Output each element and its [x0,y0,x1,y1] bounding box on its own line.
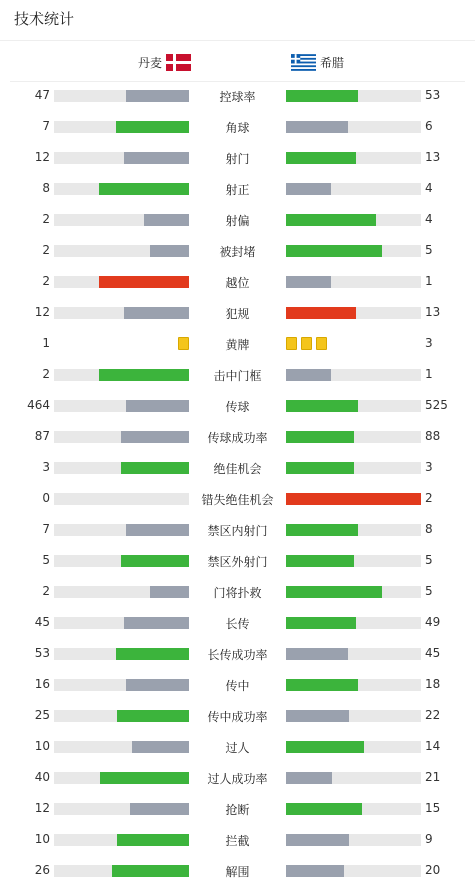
stat-row [0,81,475,112]
home-stat-value: 10 [34,739,50,753]
home-stat-bar-fill [121,555,189,567]
away-stat-bar [286,803,421,815]
away-stat-bar [286,679,421,691]
home-stat-bar [54,803,189,815]
stat-row [0,484,475,515]
home-stat-value: 12 [34,305,50,319]
stat-label: 传中 [225,679,250,693]
away-stat-bar-fill [286,369,331,381]
away-stat-bar-fill [286,152,356,164]
away-stat-bar-fill [286,400,358,412]
stat-label: 犯规 [225,307,250,321]
home-stat-value: 25 [34,708,50,722]
home-stat-bar [54,865,189,877]
away-stat-bar-fill [286,834,349,846]
home-stat-bar-fill [112,865,189,877]
yellow-card-icon [316,337,327,350]
away-stat-bar [286,617,421,629]
home-stat-value: 0 [42,491,50,505]
stat-label: 击中门框 [213,369,262,383]
away-stat-value: 20 [425,863,441,877]
stat-row [0,205,475,236]
home-stat-bar [54,834,189,846]
stat-row [0,298,475,329]
away-stat-value: 3 [425,336,433,350]
stat-label: 门将扑救 [213,586,262,600]
home-stat-bar-fill [124,617,189,629]
home-stat-bar-fill [132,741,189,753]
away-stat-bar-fill [286,772,332,784]
away-stat-value: 2 [425,491,433,505]
home-stat-value: 40 [34,770,50,784]
stat-label: 被封堵 [219,245,256,259]
stat-row [0,856,475,887]
away-stat-bar [286,586,421,598]
away-stat-value: 45 [425,646,441,660]
greece-flag-icon [291,54,316,71]
home-stat-bar-fill [121,431,189,443]
away-stat-value: 13 [425,305,441,319]
away-stat-bar-fill [286,462,354,474]
stat-label: 过人 [225,741,250,755]
home-stat-bar [54,307,189,319]
home-stat-bar-fill [100,772,189,784]
home-stat-value: 464 [27,398,50,412]
yellow-card-icon [286,337,297,350]
home-stat-bar-fill [117,710,189,722]
away-stat-bar [286,865,421,877]
away-stat-value: 4 [425,181,433,195]
away-stat-value: 3 [425,460,433,474]
divider [0,40,475,41]
away-stat-bar-fill [286,493,421,505]
stat-row [0,577,475,608]
away-stat-bar-fill [286,307,356,319]
home-stat-bar [54,121,189,133]
away-stat-bar-fill [286,710,349,722]
away-stat-bar-fill [286,679,358,691]
stat-row [0,794,475,825]
home-stat-bar [54,493,189,505]
away-stat-bar [286,90,421,102]
away-stat-value: 13 [425,150,441,164]
away-stat-bar-fill [286,183,331,195]
stat-label: 越位 [225,276,250,290]
away-stat-value: 53 [425,88,441,102]
home-stat-bar [54,90,189,102]
away-stat-value: 21 [425,770,441,784]
away-stat-bar-fill [286,617,356,629]
away-team-header [291,52,344,72]
away-stat-value: 15 [425,801,441,815]
home-stat-bar [54,276,189,288]
stat-row [0,825,475,856]
away-stat-bar-fill [286,865,344,877]
home-stat-value: 12 [34,801,50,815]
away-stat-bar-fill [286,555,354,567]
away-stat-bar [286,741,421,753]
home-stat-bar-fill [117,834,189,846]
away-stat-value: 9 [425,832,433,846]
home-stat-bar [54,214,189,226]
away-stat-bar [286,710,421,722]
away-stat-value: 525 [425,398,448,412]
home-stat-bar [54,369,189,381]
stat-label: 黄牌 [225,338,250,352]
home-stat-bar [54,152,189,164]
away-yellow-cards [286,337,421,350]
stat-label: 绝佳机会 [213,462,262,476]
away-stat-bar-fill [286,90,358,102]
away-stat-value: 5 [425,584,433,598]
home-stat-bar-fill [121,462,189,474]
home-stat-value: 2 [42,274,50,288]
home-stat-bar-fill [126,400,189,412]
stat-label: 过人成功率 [207,772,268,786]
home-stat-value: 7 [42,119,50,133]
home-stat-bar [54,400,189,412]
away-stat-value: 1 [425,367,433,381]
stat-row [0,267,475,298]
home-stat-bar-fill [150,245,189,257]
away-stat-value: 4 [425,212,433,226]
stat-label: 射正 [225,183,250,197]
away-stat-value: 5 [425,553,433,567]
away-stat-bar [286,152,421,164]
home-stat-bar-fill [144,214,189,226]
home-stat-value: 10 [34,832,50,846]
home-stat-bar-fill [99,369,189,381]
stat-row [0,112,475,143]
away-stat-bar [286,307,421,319]
away-stat-value: 1 [425,274,433,288]
away-stat-value: 6 [425,119,433,133]
away-stat-bar [286,493,421,505]
away-stat-value: 14 [425,739,441,753]
away-stat-bar-fill [286,245,382,257]
home-stat-value: 47 [34,88,50,102]
stat-label: 射偏 [225,214,250,228]
away-stat-value: 88 [425,429,441,443]
away-team-name: 希腊 [320,55,345,70]
stat-label: 传球成功率 [207,431,268,445]
stat-row [0,608,475,639]
away-stat-bar-fill [286,803,362,815]
away-stat-bar [286,369,421,381]
home-stat-bar-fill [116,648,189,660]
home-stat-value: 45 [34,615,50,629]
home-stat-bar [54,710,189,722]
home-stat-bar [54,741,189,753]
denmark-flag-icon [166,54,191,71]
home-stat-bar [54,524,189,536]
stat-label: 射门 [225,152,250,166]
stat-label: 拦截 [225,834,250,848]
home-stat-bar [54,462,189,474]
home-stat-value: 26 [34,863,50,877]
stat-row [0,639,475,670]
home-stat-bar [54,183,189,195]
away-stat-bar [286,431,421,443]
away-stat-bar [286,834,421,846]
home-stat-value: 3 [42,460,50,474]
home-stat-bar [54,431,189,443]
yellow-card-icon [178,337,189,350]
away-stat-bar-fill [286,431,354,443]
stat-row [0,670,475,701]
home-stat-value: 16 [34,677,50,691]
home-stat-bar-fill [126,524,189,536]
yellow-card-icon [301,337,312,350]
home-stat-bar-fill [124,152,189,164]
stat-row [0,515,475,546]
home-stat-bar-fill [116,121,189,133]
home-stat-value: 12 [34,150,50,164]
stat-label: 解围 [225,865,250,879]
away-stat-bar-fill [286,741,364,753]
stat-label: 控球率 [219,90,256,104]
home-stat-bar-fill [99,276,189,288]
stat-label: 长传 [225,617,250,631]
home-team-header [138,52,191,72]
away-stat-value: 8 [425,522,433,536]
home-stat-bar-fill [99,183,189,195]
away-stat-bar [286,462,421,474]
home-stat-bar-fill [124,307,189,319]
stat-row [0,453,475,484]
stat-row [0,360,475,391]
stat-label: 禁区内射门 [207,524,268,538]
home-stat-value: 7 [42,522,50,536]
home-stat-value: 2 [42,367,50,381]
home-stat-bar-fill [130,803,189,815]
home-stat-value: 87 [34,429,50,443]
away-stat-value: 49 [425,615,441,629]
home-yellow-cards [54,337,189,350]
home-stat-bar-fill [150,586,189,598]
stat-row [0,236,475,267]
away-stat-bar-fill [286,276,331,288]
home-stat-bar [54,586,189,598]
home-stat-bar-fill [126,679,189,691]
home-stat-bar [54,772,189,784]
away-stat-bar-fill [286,648,348,660]
home-stat-value: 5 [42,553,50,567]
home-stat-bar [54,617,189,629]
home-stat-value: 2 [42,243,50,257]
away-stat-bar-fill [286,121,348,133]
stat-row [0,391,475,422]
stat-row [0,546,475,577]
stat-label: 长传成功率 [207,648,268,662]
away-stat-bar [286,524,421,536]
home-stat-value: 53 [34,646,50,660]
home-stat-bar-fill [126,90,189,102]
stat-row [0,732,475,763]
away-stat-bar [286,276,421,288]
away-stat-bar [286,245,421,257]
home-stat-value: 2 [42,212,50,226]
stat-label: 抢断 [225,803,250,817]
stat-row [0,174,475,205]
stat-label: 角球 [225,121,250,135]
away-stat-bar [286,183,421,195]
stat-row [0,763,475,794]
home-stat-bar [54,555,189,567]
stat-row [0,701,475,732]
away-stat-value: 22 [425,708,441,722]
away-stat-bar [286,772,421,784]
home-stat-bar [54,648,189,660]
home-stat-value: 2 [42,584,50,598]
away-stat-bar [286,555,421,567]
away-stat-bar [286,214,421,226]
away-stat-bar-fill [286,524,358,536]
stat-label: 传球 [225,400,250,414]
stat-row [0,329,475,360]
away-stat-bar [286,400,421,412]
away-stat-value: 18 [425,677,441,691]
stat-label: 禁区外射门 [207,555,268,569]
away-stat-bar [286,648,421,660]
home-team-name: 丹麦 [138,55,163,70]
away-stat-bar-fill [286,214,376,226]
stat-label: 错失绝佳机会 [201,493,274,507]
away-stat-bar-fill [286,586,382,598]
home-stat-value: 1 [42,336,50,350]
home-stat-value: 8 [42,181,50,195]
away-stat-value: 5 [425,243,433,257]
stat-row [0,143,475,174]
away-stat-bar [286,121,421,133]
page-title: 技术统计 [14,10,75,28]
stat-row [0,422,475,453]
stat-label: 传中成功率 [207,710,268,724]
home-stat-bar [54,245,189,257]
home-stat-bar [54,679,189,691]
